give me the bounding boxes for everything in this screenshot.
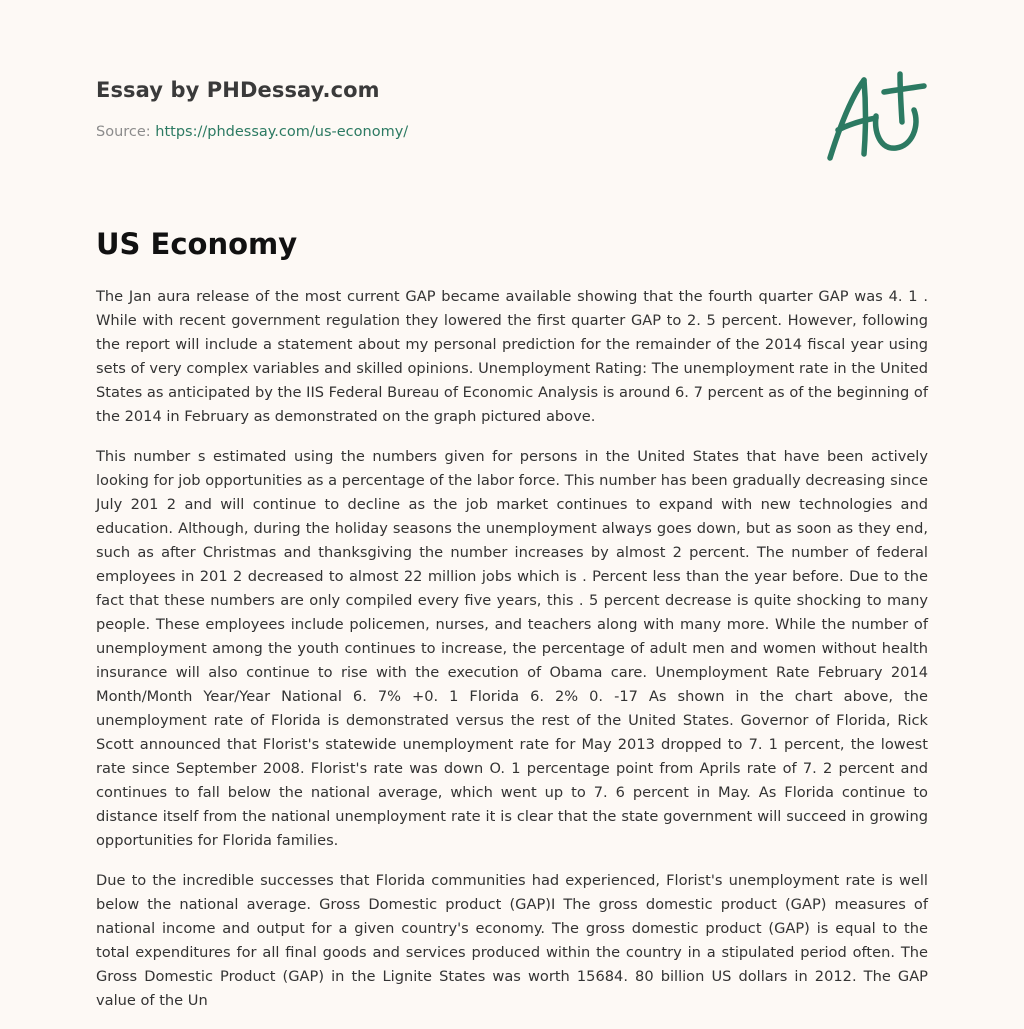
source-label: Source: <box>96 124 156 140</box>
a-plus-logo-icon <box>820 66 930 166</box>
source-link[interactable]: https://phdessay.com/us-economy/ <box>155 124 409 140</box>
site-brand: Essay by PHDessay.com <box>96 78 380 102</box>
article-title: US Economy <box>96 227 298 261</box>
paragraph: This number s estimated using the numbers given for persons in the United States that have been actively looking for job opportunities as a percentage of the labor force. This number has been gradually decreasing since July 201 2 and will continue to decline as the job market continues to expand with new technologies and education. Although, during the holiday seasons the unemployment always goes down, but as soon as they end, such as after Christmas and thanksgiving the number increases by almost 2 percent. The number of federal employees in 201 2 decreased to almost 22 million jobs which is . Percent less than the year before. Due to the fact that these numbers are only compiled every five years, this . 5 percent decrease is quite shocking to many people. These employees include policemen, nurses, and teachers along with many more. While the number of unemployment among the youth continues to increase, the percentage of adult men and women without health insurance will also continue to rise with the execution of Obama care. Unemployment Rate February 2014 Month/Month Year/Year National 6. 7% +0. 1 Florida 6. 2% 0. -17 As shown in the chart above, the unemployment rate of Florida is demonstrated versus the rest of the United States. Governor of Florida, Rick Scott announced that Florist's statewide unemployment rate for May 2013 dropped to 7. 1 percent, the lowest rate since September 2008. Florist's rate was down O. 1 percentage point from Aprils rate of 7. 2 percent and continues to fall below the national average, which went up to 7. 6 percent in May. As Florida continue to distance itself from the national unemployment rate it is clear that the state government will succeed in growing opportunities for Florida families. <box>96 448 928 849</box>
source-line <box>96 124 408 140</box>
article-body <box>96 285 928 1029</box>
page-header <box>96 74 928 140</box>
paragraph: The Jan aura release of the most current GAP became available showing that the fourth quarter GAP was 4. 1 . While with recent government regulation they lowered the first quarter GAP to 2. 5 percent. However, following the report will include a statement about my personal prediction for the remainder of the 2014 fiscal year using sets of very complex variables and skilled opinions. Unemployment Rating: The unemployment rate in the United States as anticipated by the IIS Federal Bureau of Economic Analysis is around 6. 7 percent as of the beginning of the 2014 in February as demonstrated on the graph pictured above. <box>96 288 928 425</box>
paragraph: Due to the incredible successes that Florida communities had experienced, Florist's unemployment rate is well below the national average. Gross Domestic product (GAP)I The gross domestic product (GAP) measures of national income and output for a given country's economy. The gross domestic product (GAP) is equal to the total expenditures for all final goods and services produced within the country in a stipulated period often. The Gross Domestic Product (GAP) in the Lignite States was worth 15684. 80 billion US dollars in 2012. The GAP value of the Un <box>96 872 928 1009</box>
